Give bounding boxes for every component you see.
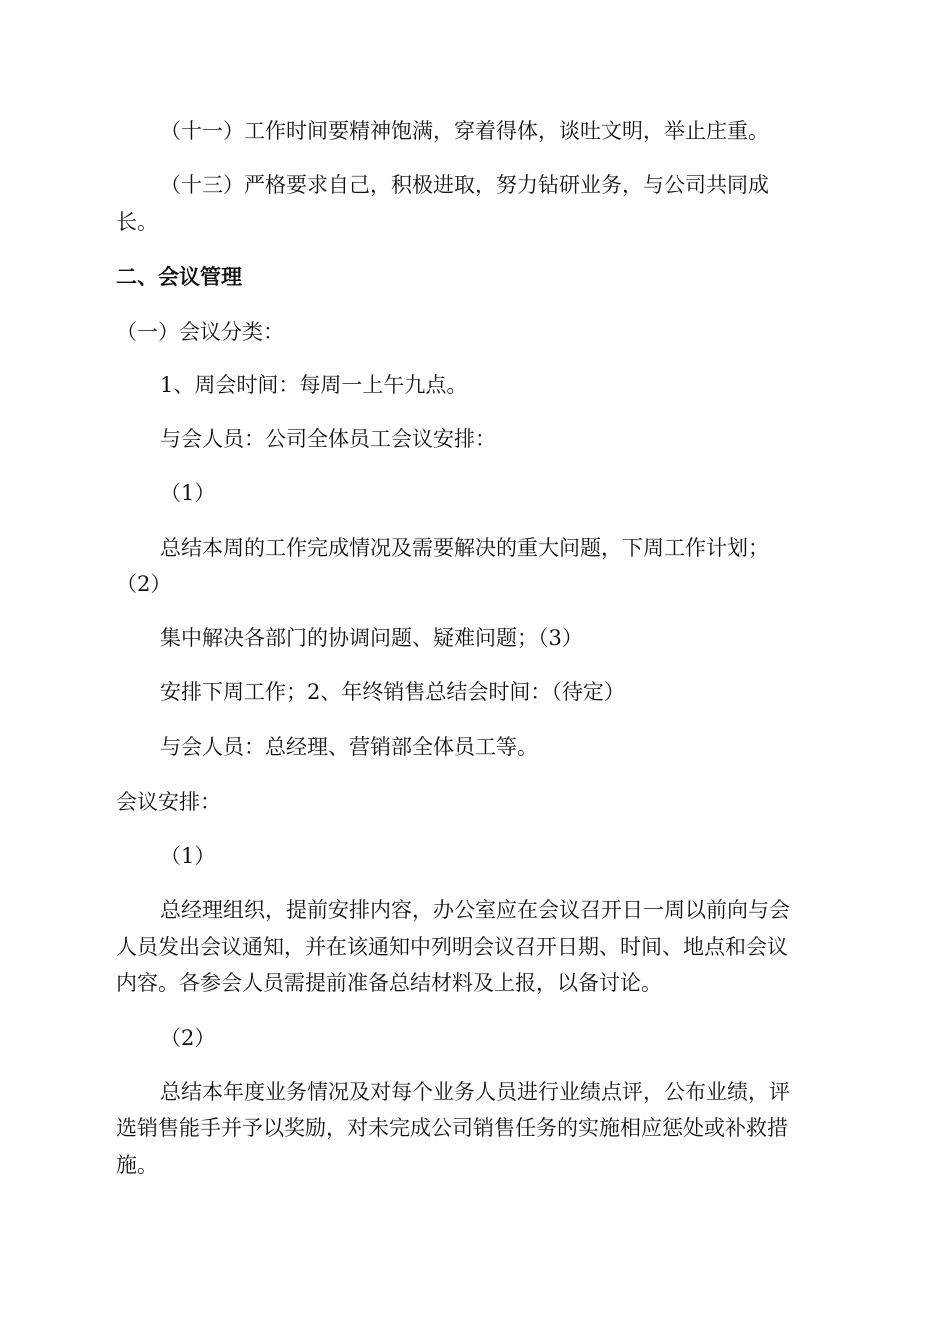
paragraph-line: 人员发出会议通知，并在该通知中列明会议召开日期、时间、地点和会议 (116, 935, 788, 959)
paragraph-line: 安排下周工作；2、年终销售总结会时间：（待定） (160, 680, 625, 704)
list-number: （1） (160, 844, 216, 868)
list-number: （1） (160, 481, 216, 505)
rule-item-11: （十一）工作时间要精神饱满，穿着得体，谈吐文明，举止庄重。 (160, 119, 769, 143)
paragraph-line: 与会人员：总经理、营销部全体员工等。 (160, 735, 538, 759)
paragraph-line: 选销售能手并予以奖励，对未完成公司销售任务的实施相应惩处或补救措 (116, 1116, 788, 1140)
paragraph-line: 集中解决各部门的协调问题、疑难问题；（3） (160, 626, 583, 650)
paragraph-line: 施。 (116, 1153, 158, 1177)
paragraph-line: 内容。各参会人员需提前准备总结材料及上报，以备讨论。 (116, 971, 662, 995)
paragraph-line: 总结本周的工作完成情况及需要解决的重大问题，下周工作计划； (160, 536, 769, 560)
rule-item-13: （十三）严格要求自己，积极进取，努力钻研业务，与公司共同成 (160, 173, 769, 197)
paragraph-line: 会议安排： (116, 790, 221, 814)
list-number: （2） (116, 572, 172, 596)
list-number: （2） (160, 1026, 216, 1050)
paragraph-line: 总结本年度业务情况及对每个业务人员进行业绩点评，公布业绩，评 (160, 1080, 790, 1104)
subsection-heading: （一）会议分类： (116, 320, 284, 344)
rule-item-13-continuation: 长。 (116, 210, 158, 234)
paragraph-line: 总经理组织，提前安排内容，办公室应在会议召开日一周以前向与会 (160, 898, 790, 922)
paragraph-line: 1、周会时间：每周一上午九点。 (160, 373, 468, 397)
section-heading: 二、会议管理 (116, 265, 242, 289)
paragraph-line: 与会人员：公司全体员工会议安排： (160, 427, 496, 451)
